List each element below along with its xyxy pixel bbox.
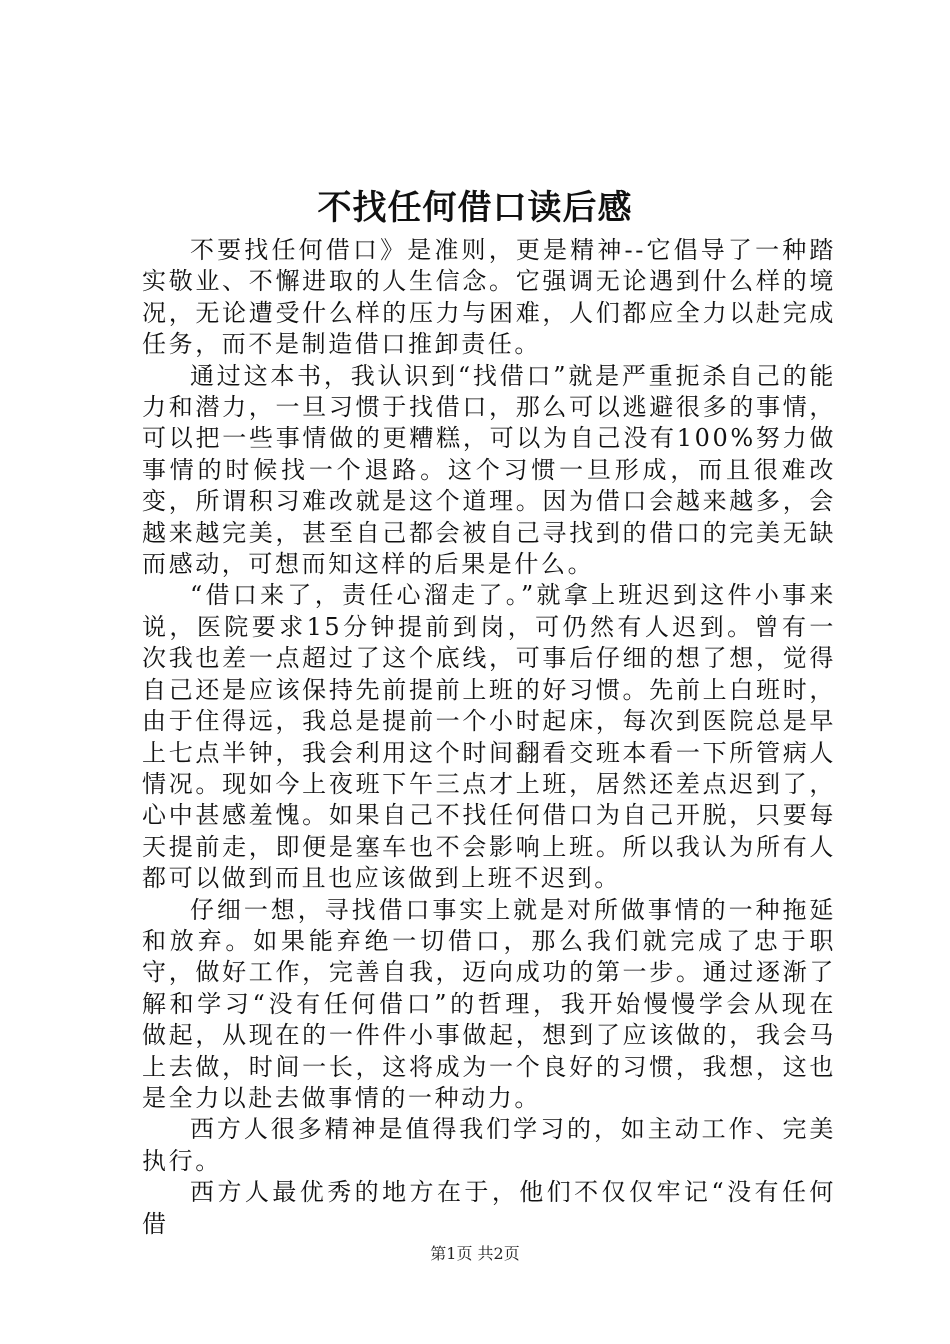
paragraph: 通过这本书，我认识到“找借口”就是严重扼杀自己的能力和潜力，一旦习惯于找借口，那么可以逃避很多的事情，可以把一些事情做的更糟糕，可以为自己没有100%努力做事情的时候找一个退路。这个习惯一旦形成，而且很难改变，所谓积习难改就是这个道理。因为借口会越来越多，会越来越完美，甚至自己都会被自己寻找到的借口的完美无缺而感动，可想而知这样的后果是什么。 xyxy=(142,361,836,579)
document-title: 不找任何借口读后感 xyxy=(317,188,633,228)
document-body xyxy=(142,235,836,1240)
paragraph: 西方人很多精神是值得我们学习的，如主动工作、完美执行。 xyxy=(142,1115,836,1175)
paragraph: 西方人最优秀的地方在于，他们不仅仅牢记“没有任何借 xyxy=(142,1178,836,1238)
paragraph: “借口来了，责任心溜走了。”就拿上班迟到这件小事来说，医院要求15分钟提前到岗，可仍然有人迟到。曾有一次我也差一点超过了这个底线，可事后仔细的想了想，觉得自己还是应该保持先前提前上班的好习惯。先前上白班时，由于住得远，我总是提前一个小时起床，每次到医院总是早上七点半钟，我会利用这个时间翻看交班本看一下所管病人情况。现如今上夜班下午三点才上班，居然还差点迟到了，心中甚感羞愧。如果自己不找任何借口为自己开脱，只要每天提前走，即便是塞车也不会影响上班。所以我认为所有人都可以做到而且也应该做到上班不迟到。 xyxy=(142,581,836,893)
paragraph: 仔细一想，寻找借口事实上就是对所做事情的一种拖延和放弃。如果能弃绝一切借口，那么我们就完成了忠于职守，做好工作，完善自我，迈向成功的第一步。通过逐渐了解和学习“没有任何借口”的哲理，我开始慢慢学会从现在做起，从现在的一件件小事做起，想到了应该做的，我会马上去做，时间一长，这将成为一个良好的习惯，我想，这也是全力以赴去做事情的一种动力。 xyxy=(142,895,836,1112)
page-number-footer: 第1页 共2页 xyxy=(430,1244,520,1263)
paragraph: 不要找任何借口》是准则，更是精神--它倡导了一种踏实敬业、不懈进取的人生信念。它强调无论遇到什么样的境况，无论遭受什么样的压力与困难，人们都应全力以赴完成任务，而不是制造借口推卸责任。 xyxy=(142,236,836,359)
